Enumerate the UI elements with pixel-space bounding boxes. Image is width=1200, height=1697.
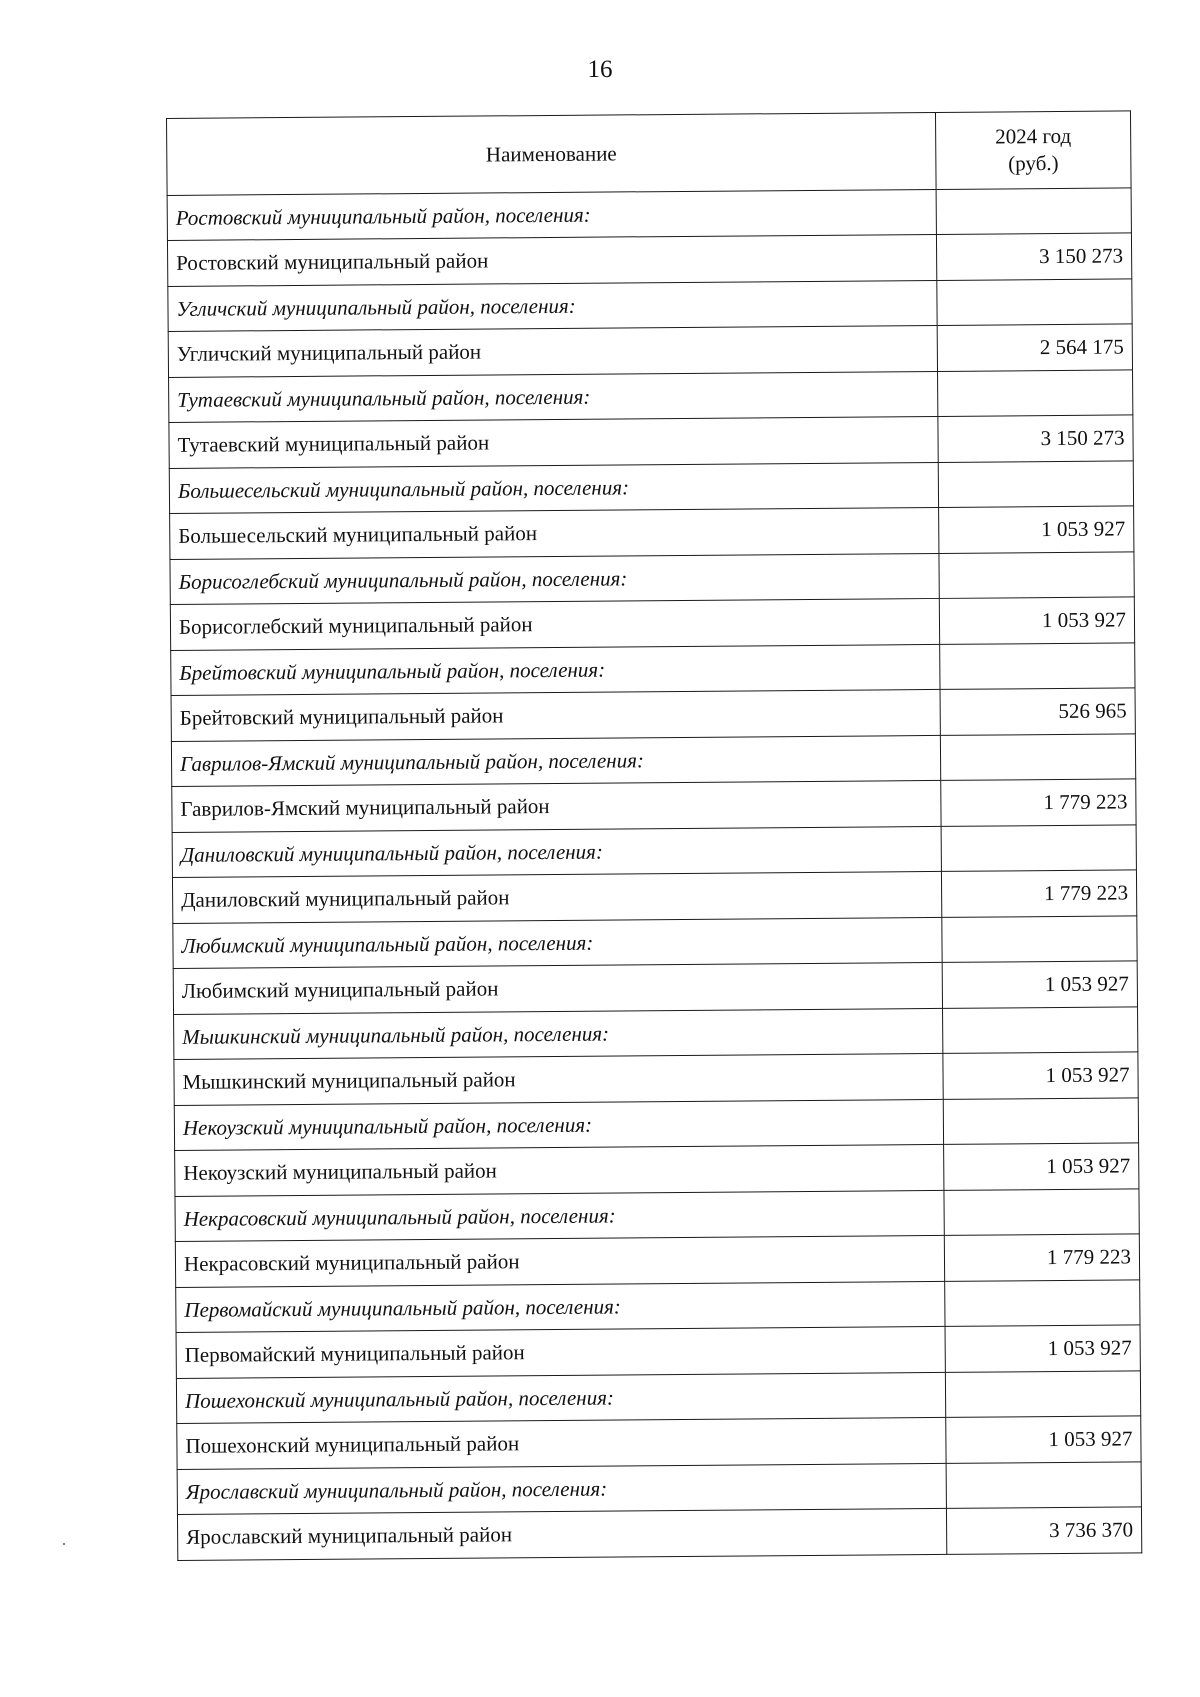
unit-label: (руб.) bbox=[1008, 150, 1059, 176]
district-label: Большесельский муниципальный район bbox=[170, 507, 939, 559]
district-row bbox=[173, 961, 1137, 1015]
group-label: Ростовский муниципальный район, поселения: bbox=[167, 189, 936, 240]
group-label: Некрасовский муниципальный район, поселения: bbox=[175, 1190, 944, 1241]
district-label: Пошехонский муниципальный район bbox=[177, 1417, 946, 1469]
group-row bbox=[168, 279, 1132, 332]
district-label: Любимский муниципальный район bbox=[173, 962, 942, 1014]
group-label: Первомайский муниципальный район, поселения: bbox=[176, 1281, 945, 1332]
district-row bbox=[172, 779, 1136, 833]
table-body bbox=[167, 188, 1142, 1561]
group-row bbox=[176, 1280, 1140, 1333]
group-row bbox=[169, 370, 1133, 423]
district-label: Угличский муниципальный район bbox=[168, 325, 937, 377]
group-row bbox=[177, 1462, 1141, 1515]
empty-amount-cell bbox=[936, 188, 1131, 235]
district-row bbox=[175, 1234, 1139, 1288]
district-row bbox=[170, 597, 1134, 651]
group-row bbox=[174, 1098, 1138, 1151]
amount-cell: 1 053 927 bbox=[944, 1143, 1139, 1191]
empty-amount-cell bbox=[940, 643, 1135, 690]
empty-amount-cell bbox=[941, 825, 1136, 872]
group-label: Брейтовский муниципальный район, поселения: bbox=[171, 644, 940, 695]
district-label: Даниловский муниципальный район bbox=[172, 871, 941, 923]
empty-amount-cell bbox=[942, 916, 1137, 963]
group-label: Любимский муниципальный район, поселения: bbox=[173, 917, 942, 968]
district-label: Мышкинский муниципальный район bbox=[174, 1053, 943, 1105]
column-header-year bbox=[935, 111, 1131, 190]
amount-cell: 2 564 175 bbox=[937, 324, 1132, 372]
district-label: Борисоглебский муниципальный район bbox=[170, 598, 939, 650]
group-label: Даниловский муниципальный район, поселения: bbox=[172, 826, 941, 877]
amount-cell: 1 053 927 bbox=[939, 597, 1134, 645]
empty-amount-cell bbox=[945, 1280, 1140, 1327]
group-label: Некоузский муниципальный район, поселения: bbox=[174, 1099, 943, 1150]
district-row bbox=[168, 324, 1132, 378]
district-row bbox=[170, 506, 1134, 560]
district-row bbox=[174, 1052, 1138, 1106]
group-row bbox=[167, 188, 1131, 241]
group-row bbox=[171, 734, 1135, 787]
district-label: Ростовский муниципальный район bbox=[167, 234, 936, 286]
group-label: Угличский муниципальный район, поселения: bbox=[168, 280, 937, 331]
empty-amount-cell bbox=[940, 734, 1135, 781]
empty-amount-cell bbox=[943, 1007, 1138, 1054]
group-row bbox=[172, 825, 1136, 878]
scan-speck bbox=[63, 1543, 65, 1545]
group-row bbox=[173, 916, 1137, 969]
district-label: Гаврилов-Ямский муниципальный район bbox=[172, 780, 941, 832]
group-row bbox=[169, 461, 1133, 514]
empty-amount-cell bbox=[939, 552, 1134, 599]
district-row bbox=[176, 1325, 1140, 1379]
district-label: Некрасовский муниципальный район bbox=[175, 1235, 944, 1287]
amount-cell: 1 053 927 bbox=[946, 1416, 1141, 1464]
amount-cell: 1 053 927 bbox=[943, 1052, 1138, 1100]
group-label: Ярославский муниципальный район, поселения: bbox=[177, 1463, 946, 1514]
year-label: 2024 год bbox=[995, 123, 1072, 149]
district-label: Некоузский муниципальный район bbox=[175, 1144, 944, 1196]
amount-cell: 3 150 273 bbox=[936, 233, 1131, 281]
district-row bbox=[175, 1143, 1139, 1197]
group-label: Тутаевский муниципальный район, поселения: bbox=[169, 371, 938, 422]
amount-cell: 1 779 223 bbox=[944, 1234, 1139, 1282]
empty-amount-cell bbox=[944, 1189, 1139, 1236]
amount-cell: 1 053 927 bbox=[945, 1325, 1140, 1373]
table-header bbox=[167, 111, 1132, 196]
page-number: 16 bbox=[587, 56, 613, 83]
empty-amount-cell bbox=[945, 1371, 1140, 1418]
empty-amount-cell bbox=[946, 1462, 1141, 1509]
empty-amount-cell bbox=[938, 370, 1133, 417]
district-label: Первомайский муниципальный район bbox=[176, 1326, 945, 1378]
group-label: Борисоглебский муниципальный район, поселения: bbox=[170, 553, 939, 604]
group-row bbox=[170, 552, 1134, 605]
empty-amount-cell bbox=[938, 461, 1133, 508]
district-row bbox=[169, 415, 1133, 469]
group-row bbox=[171, 643, 1135, 696]
amount-cell: 3 736 370 bbox=[946, 1507, 1141, 1555]
budget-table bbox=[166, 110, 1142, 1561]
group-row bbox=[174, 1007, 1138, 1060]
column-header-name: Наименование bbox=[167, 112, 937, 195]
district-label: Тутаевский муниципальный район bbox=[169, 416, 938, 468]
district-row bbox=[177, 1507, 1141, 1561]
district-row bbox=[167, 233, 1131, 287]
group-row bbox=[175, 1189, 1139, 1242]
group-label: Большесельский муниципальный район, поселения: bbox=[169, 462, 938, 513]
group-label: Пошехонский муниципальный район, поселения: bbox=[176, 1372, 945, 1423]
amount-cell: 1 779 223 bbox=[941, 870, 1136, 918]
amount-cell: 1 779 223 bbox=[941, 779, 1136, 827]
group-row bbox=[176, 1371, 1140, 1424]
group-label: Гаврилов-Ямский муниципальный район, поселения: bbox=[171, 735, 940, 786]
amount-cell: 1 053 927 bbox=[942, 961, 1137, 1009]
district-row bbox=[177, 1416, 1141, 1470]
group-label: Мышкинский муниципальный район, поселения: bbox=[174, 1008, 943, 1059]
amount-cell: 526 965 bbox=[940, 688, 1135, 736]
amount-cell: 3 150 273 bbox=[938, 415, 1133, 463]
district-label: Ярославский муниципальный район bbox=[177, 1508, 946, 1560]
empty-amount-cell bbox=[937, 279, 1132, 326]
district-label: Брейтовский муниципальный район bbox=[171, 689, 940, 741]
empty-amount-cell bbox=[943, 1098, 1138, 1145]
district-row bbox=[171, 688, 1135, 742]
district-row bbox=[172, 870, 1136, 924]
header-row bbox=[167, 111, 1132, 196]
amount-cell: 1 053 927 bbox=[939, 506, 1134, 554]
